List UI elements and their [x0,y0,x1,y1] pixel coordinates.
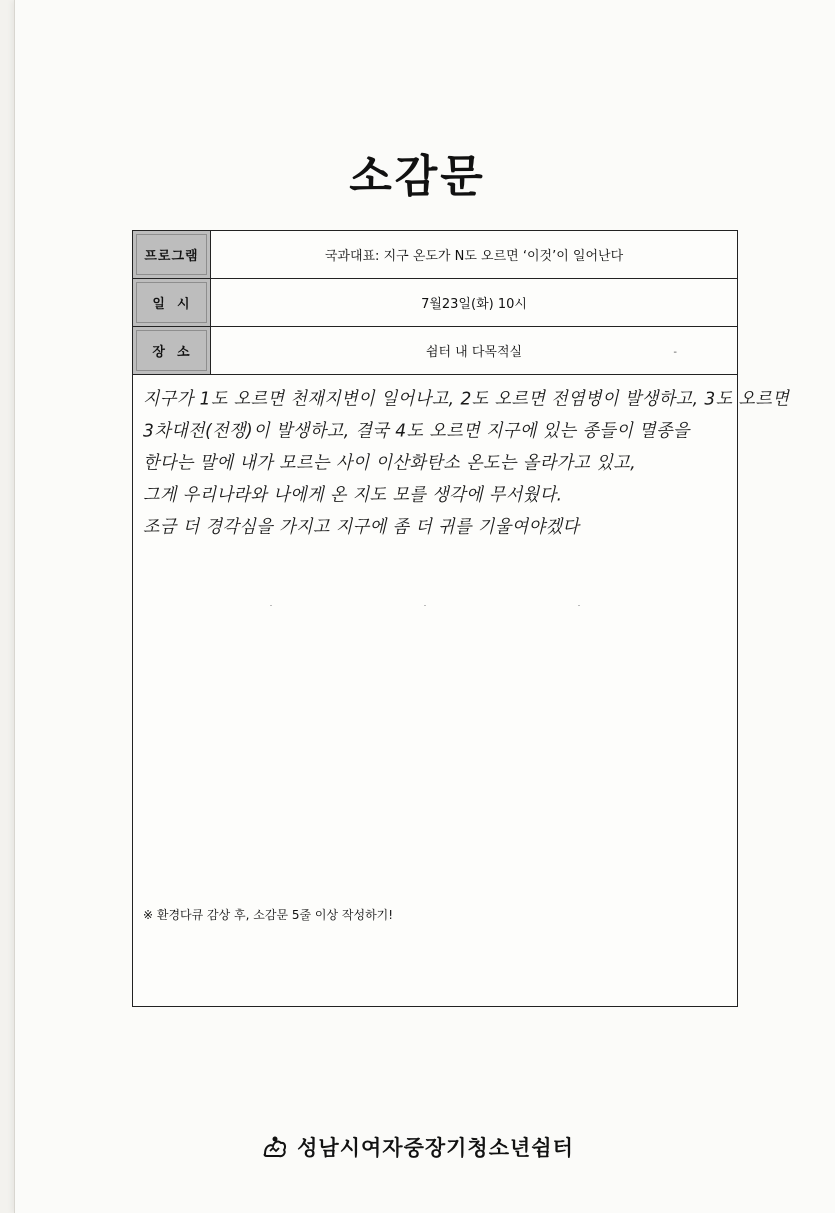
program-value: 국과대표: 지구 온도가 N도 오르면 ‘이것’이 일어난다 [324,249,624,264]
handwritten-line: 한다는 말에 내가 모르는 사이 이산화탄소 온도는 올라가고 있고, [143,452,637,474]
footer [0,1132,835,1162]
program-label-text: 프로그램 [144,249,199,264]
location-row [133,327,737,375]
paper-speck [424,605,426,606]
program-label [133,231,211,278]
location-value: 쉼터 내 다목적실 [425,345,523,360]
handwritten-line: 그게 우리나라와 나에게 온 지도 모를 생각에 무서웠다. [143,484,563,506]
datetime-row [133,279,737,327]
handwritten-line: 3차대전(전쟁)이 발생하고, 결국 4도 오르면 지구에 있는 종들이 멸종을 [143,420,690,442]
handwritten-line: 조금 더 경각심을 가지고 지구에 좀 더 귀를 기울여야겠다 [143,516,580,538]
datetime-value: 7월23일(화) 10시 [421,297,527,312]
document-title: 소감문 [349,151,486,202]
datetime-label-text: 일 시 [152,297,191,312]
program-row [133,231,737,279]
instruction-note: ※ 환경다큐 감상 후, 소감문 5줄 이상 작성하기! [143,908,394,922]
handwritten-line: 지구가 1도 오르면 천재지변이 일어나고, 2도 오르면 전염병이 발생하고, 3도 오르면 [143,388,790,410]
location-label [133,327,211,374]
paper-speck [578,605,580,606]
organization-name: 성남시여자중장기청소년쉼터 [297,1136,574,1160]
location-label-text: 장 소 [152,345,191,360]
datetime-label [133,279,211,326]
reflection-form [132,230,790,1007]
pen-mark: - [673,347,677,358]
handwritten-reflection [133,375,790,543]
paper-speck [270,605,272,606]
shelter-logo-icon [261,1134,289,1160]
